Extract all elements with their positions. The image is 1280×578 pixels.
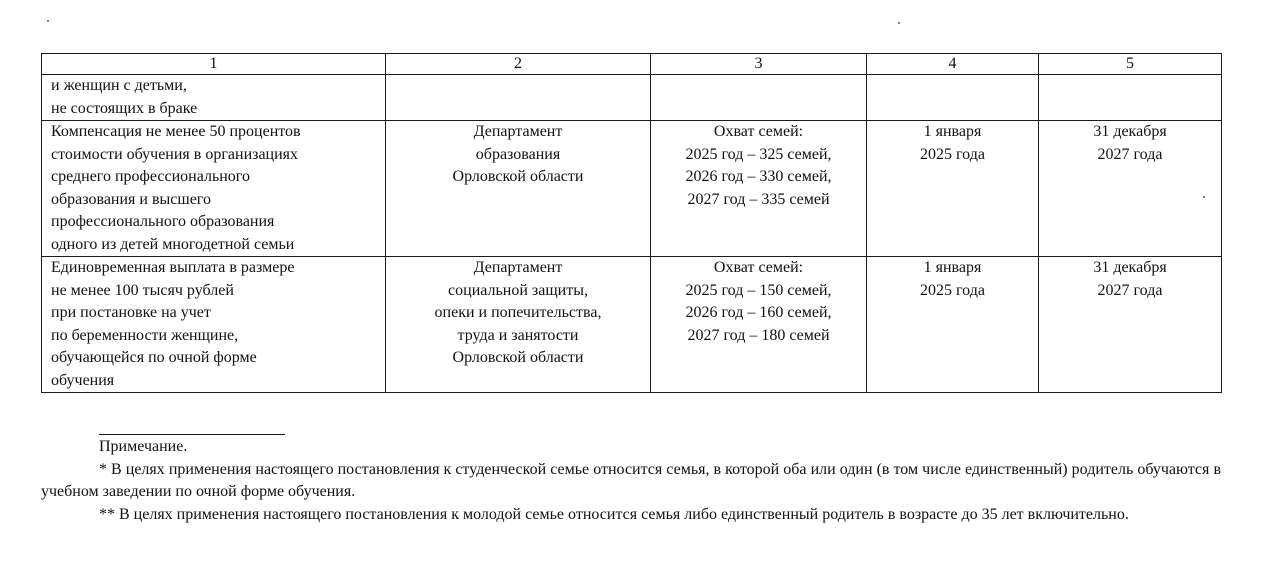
table-header-row <box>42 54 1222 75</box>
end-date-cell: 31 декабря 2027 года <box>1039 121 1222 257</box>
column-header-2: 2 <box>386 54 651 75</box>
measure-cell: Единовременная выплата в размере не менее 100 тысяч рублей при постановке на учет по беременности женщине, обучающейся по очной форме обучения <box>42 257 386 393</box>
footnote-student-family: * В целях применения настоящего постановления к студенческой семье относится семья, в которой оба или один (в том числе единственный) родитель обучаются в учебном заведении по очной форме обучения. <box>41 460 1221 500</box>
scan-speck <box>898 22 900 24</box>
start-date-cell: 1 января 2025 года <box>867 121 1039 257</box>
start-date-cell <box>867 75 1039 121</box>
end-date-cell: 31 декабря 2027 года <box>1039 257 1222 393</box>
executor-cell <box>386 75 651 121</box>
column-header-3: 3 <box>651 54 867 75</box>
table-row <box>42 257 1222 393</box>
scan-speck <box>47 20 49 22</box>
start-date-cell: 1 января 2025 года <box>867 257 1039 393</box>
measures-table <box>41 53 1222 393</box>
column-header-1: 1 <box>42 54 386 75</box>
executor-cell: Департамент образования Орловской области <box>386 121 651 257</box>
column-header-5: 5 <box>1039 54 1222 75</box>
note-title: Примечание. <box>99 438 188 455</box>
column-header-4: 4 <box>867 54 1039 75</box>
footnotes <box>41 436 1221 526</box>
table-row <box>42 75 1222 121</box>
measure-cell: и женщин с детьми, не состоящих в браке <box>42 75 386 121</box>
executor-cell: Департамент социальной защиты, опеки и попечительства, труда и занятости Орловской области <box>386 257 651 393</box>
indicator-cell: Охват семей: 2025 год – 325 семей, 2026 год – 330 семей, 2027 год – 335 семей <box>651 121 867 257</box>
indicator-cell <box>651 75 867 121</box>
scan-speck <box>1203 196 1205 198</box>
footnote-young-family: ** В целях применения настоящего постановления к молодой семье относится семья либо единственный родитель в возрасте до 35 лет включительно. <box>99 505 1129 523</box>
footnote-divider <box>99 434 285 435</box>
table-row <box>42 121 1222 257</box>
end-date-cell <box>1039 75 1222 121</box>
measure-cell: Компенсация не менее 50 процентов стоимости обучения в организациях среднего профессионального образования и высшего профессионального образования одного из детей многодетной семьи <box>42 121 386 257</box>
indicator-cell: Охват семей: 2025 год – 150 семей, 2026 год – 160 семей, 2027 год – 180 семей <box>651 257 867 393</box>
